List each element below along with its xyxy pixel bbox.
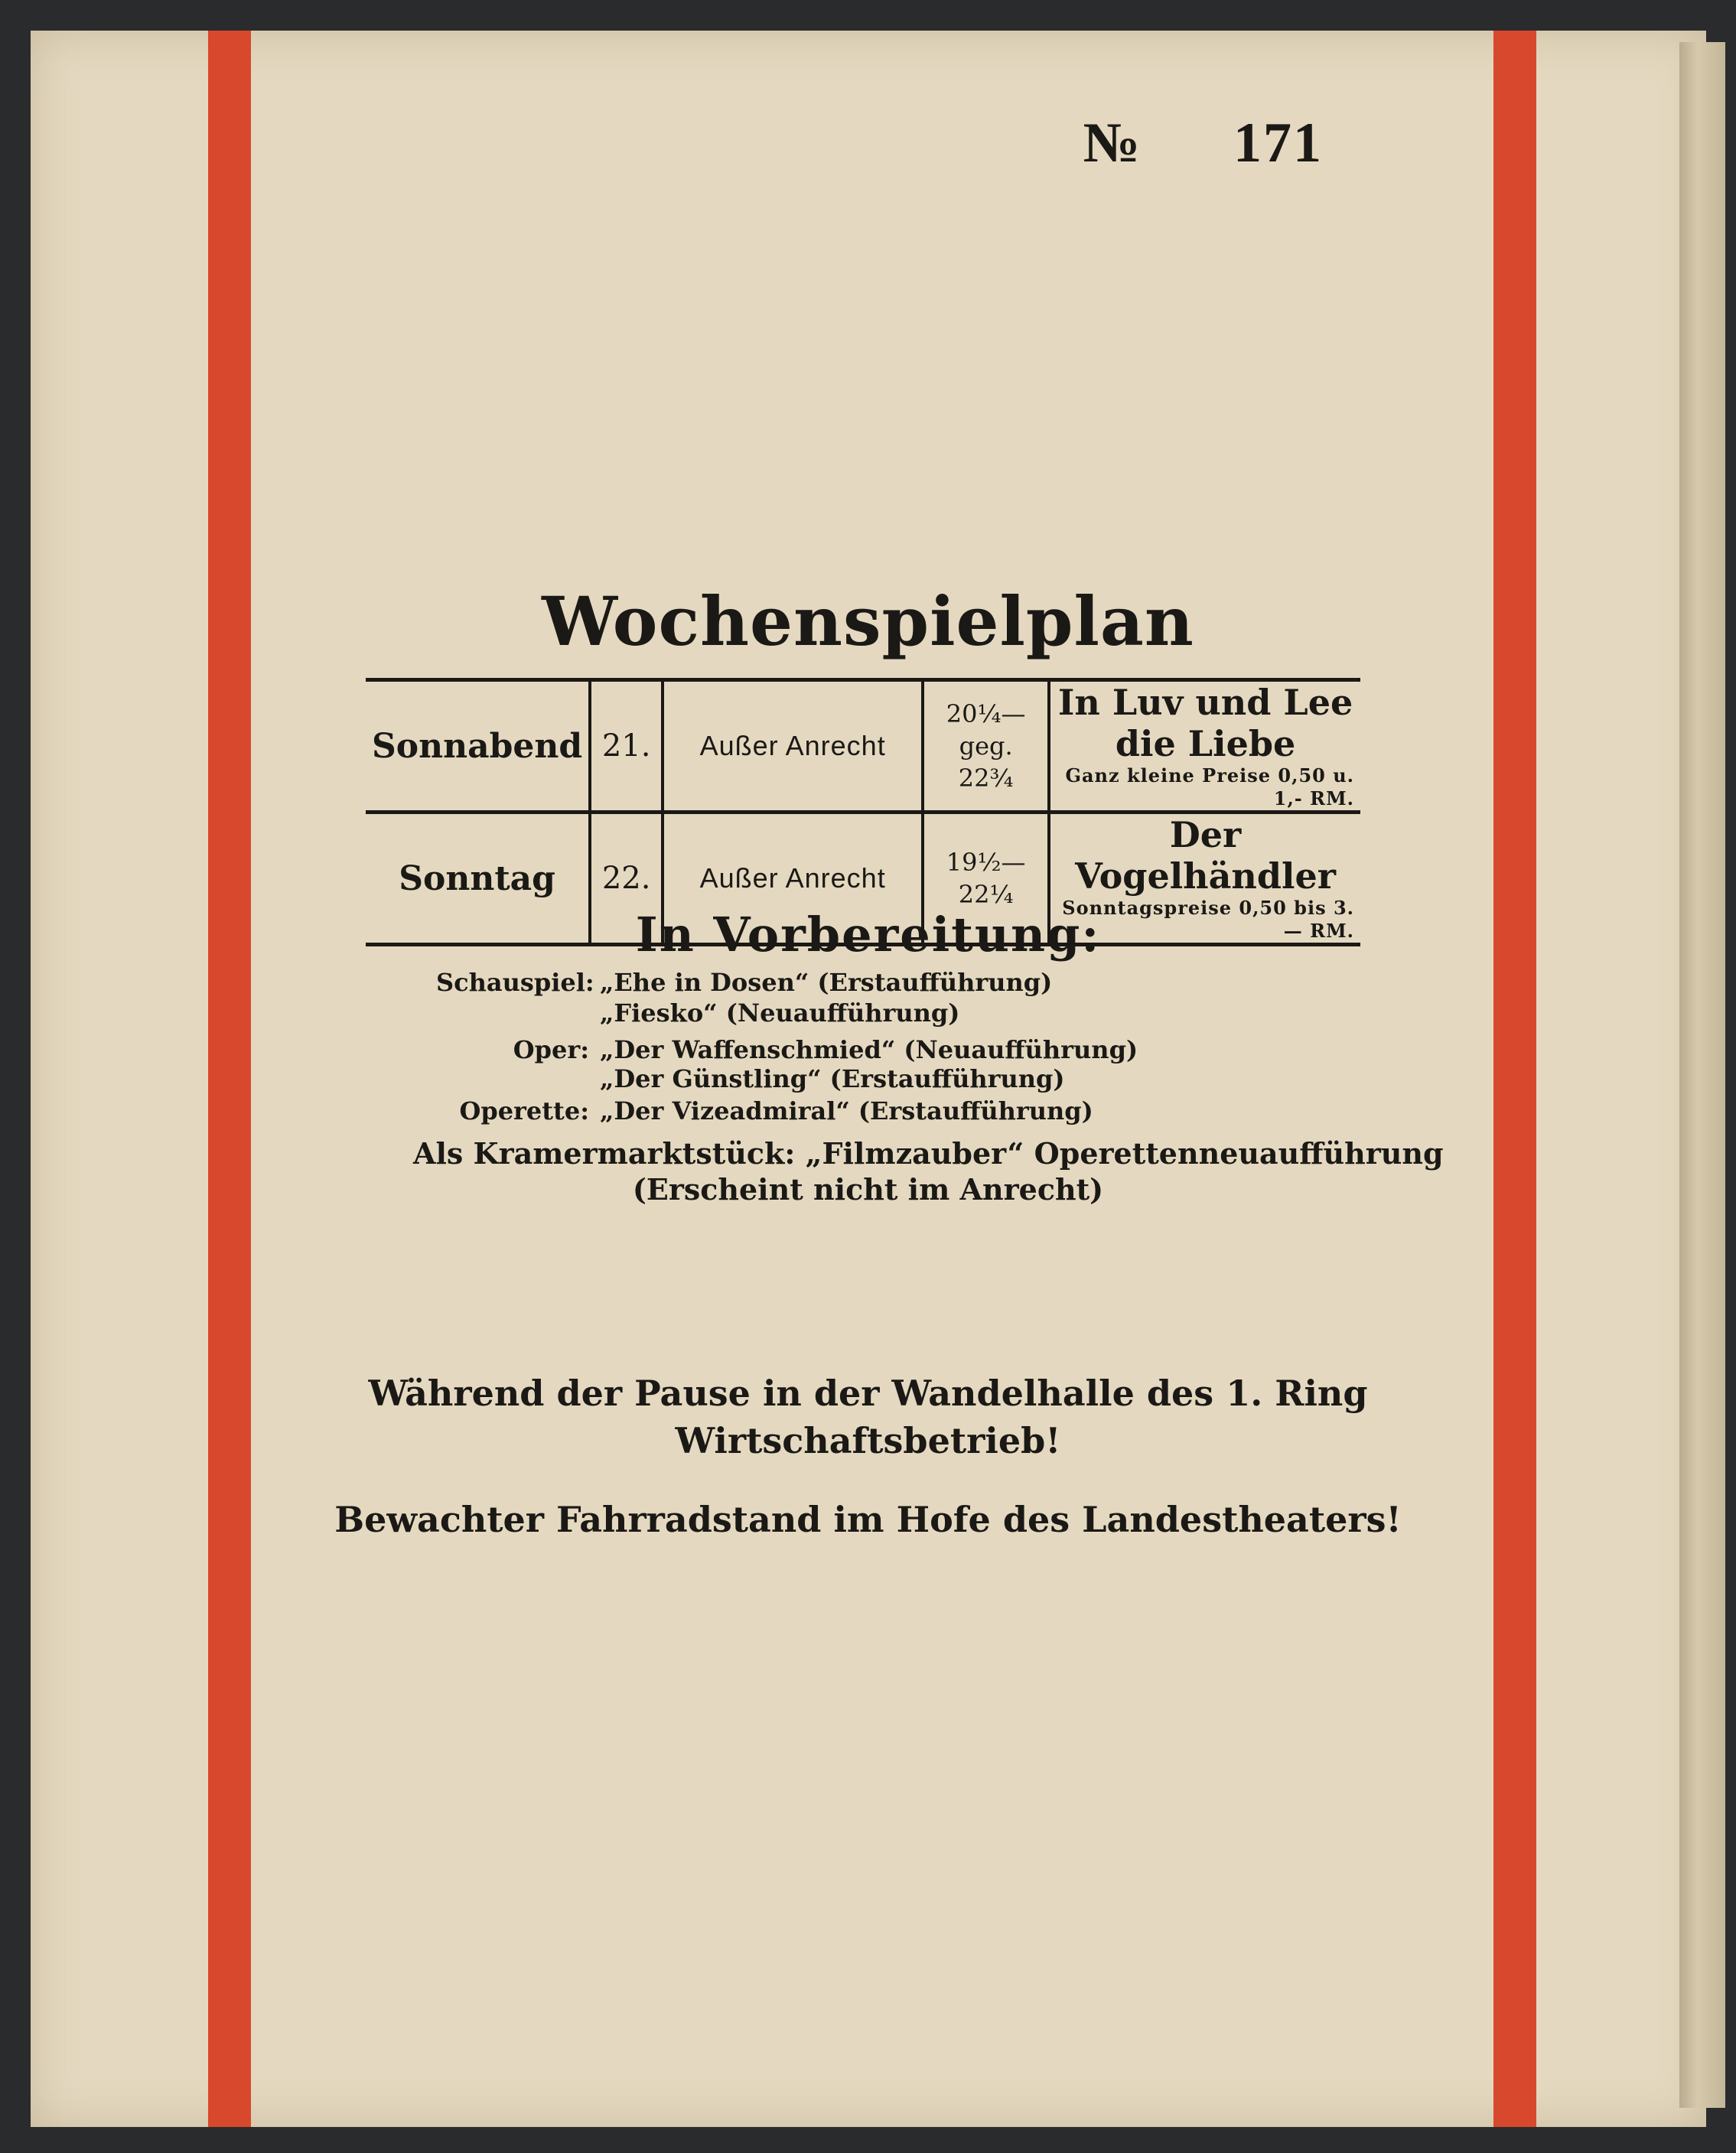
date-cell: 22. <box>590 813 663 945</box>
price-info: Sonntagspreise 0,50 bis 3.— RM. <box>1062 897 1354 942</box>
kramermarkt-line <box>413 1136 1444 1171</box>
play-cell <box>1049 680 1360 813</box>
subscription-cell: Außer Anrecht <box>663 680 923 813</box>
prep-line <box>436 1094 1093 1128</box>
prep-genre-label: Schauspiel: <box>436 968 594 997</box>
kramermarkt-desc: Operettenneuaufführung <box>1034 1136 1444 1171</box>
play-title: In Luv und Lee die Liebe <box>1057 682 1353 764</box>
time-start: 19½— <box>946 848 1026 877</box>
kramermarkt-note: (Erscheint nicht im Anrecht) <box>632 1172 1104 1207</box>
prep-line <box>436 996 959 1030</box>
price-info: Ganz kleine Preise 0,50 u. 1,- RM. <box>1065 764 1354 809</box>
prep-genre-label: Operette: <box>459 1096 589 1125</box>
subscription-cell: Außer Anrecht <box>663 813 923 945</box>
pause-notice-line2: Wirtschaftsbetrieb! <box>675 1420 1061 1461</box>
red-stripe-left <box>208 31 251 2127</box>
play-title: Der Vogelhändler <box>1075 814 1337 897</box>
date-cell: 21. <box>590 680 663 813</box>
prep-text: „Der Günstling“ (Erstaufführung) <box>600 1064 1065 1093</box>
time-end: geg. 22¾ <box>958 731 1014 793</box>
prep-line <box>436 1062 1065 1096</box>
number-symbol: № <box>1083 112 1142 174</box>
prep-line <box>436 966 1052 999</box>
prep-text: „Der Vizeadmiral“ (Erstaufführung) <box>600 1096 1093 1125</box>
preparation-title: In Vorbereitung: <box>635 907 1101 962</box>
prep-text: „Der Waffenschmied“ (Neuaufführung) <box>600 1035 1138 1064</box>
issue-number <box>1083 111 1323 176</box>
time-start: 20¼— <box>946 699 1026 728</box>
page-edge <box>1679 42 1725 2108</box>
time-end: 22¼ <box>958 880 1014 909</box>
table-row <box>366 680 1360 813</box>
pause-notice-line1: Während der Pause in der Wandelhalle des 1. Ring <box>368 1373 1368 1414</box>
day-cell: Sonnabend <box>372 726 583 766</box>
bicycle-notice: Bewachter Fahrradstand im Hofe des Landestheaters! <box>334 1499 1402 1540</box>
time-cell <box>923 680 1049 813</box>
day-cell: Sonntag <box>399 858 555 898</box>
kramermarkt-title: „Filmzauber“ <box>805 1136 1024 1171</box>
page-title: Wochenspielplan <box>542 581 1194 661</box>
number-value: 171 <box>1233 112 1323 174</box>
prep-text: „Ehe in Dosen“ (Erstaufführung) <box>600 968 1053 997</box>
prep-genre-label: Oper: <box>513 1035 589 1064</box>
red-stripe-right <box>1493 31 1536 2127</box>
prep-text: „Fiesko“ (Neuaufführung) <box>600 998 960 1028</box>
kramermarkt-label: Als Kramermarktstück: <box>413 1136 796 1171</box>
